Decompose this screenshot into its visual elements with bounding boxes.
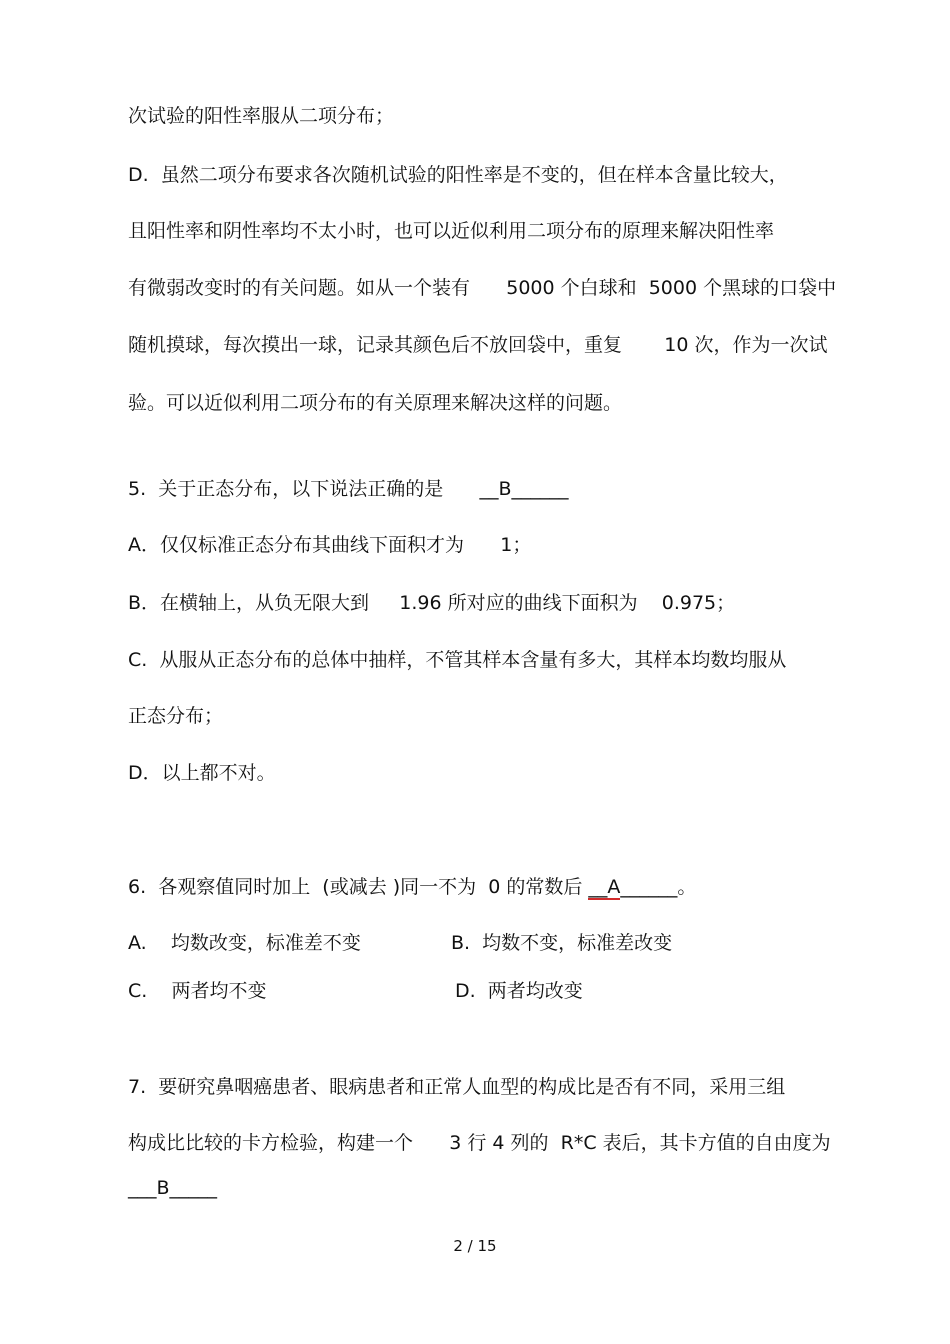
text-line: 且阳性率和阴性率均不太小时，也可以近似利用二项分布的原理来解决阳性率 (128, 220, 775, 242)
stem-text: ______。 (620, 876, 697, 898)
question-6-option-c: C. 两者均不变 (128, 980, 267, 1002)
answer-blank: ___B_____ (128, 1177, 218, 1199)
question-6-stem (128, 875, 696, 899)
text-line: 正态分布； (128, 705, 224, 727)
text-line: 随机摸球，每次摸出一球，记录其颜色后不放回袋中，重复 10 次，作为一次试 (128, 334, 828, 356)
question-6-option-d: D. 两者均改变 (455, 980, 583, 1002)
question-5-option-d: D．以上都不对。 (128, 762, 276, 784)
page-number: 2 / 15 (453, 1237, 497, 1255)
question-6-option-b: B. 均数不变，标准差改变 (451, 932, 673, 954)
text-line: 构成比比较的卡方检验，构建一个 3 行 4 列的 R*C 表后，其卡方值的自由度为 (128, 1132, 831, 1154)
text-line: 次试验的阳性率服从二项分布； (128, 105, 395, 127)
option-d-line: D. 虽然二项分布要求各次随机试验的阳性率是不变的，但在样本含量比较大， (128, 164, 788, 186)
text-line: 验。可以近似利用二项分布的有关原理来解决这样的问题。 (128, 392, 623, 414)
question-7-stem: 7. 要研究鼻咽癌患者、眼病患者和正常人血型的构成比是否有不同，采用三组 (128, 1076, 786, 1098)
question-5-option-b: B．在横轴上，从负无限大到 1.96 所对应的曲线下面积为 0.975； (128, 592, 736, 614)
question-5-option-c: C. 从服从正态分布的总体中抽样，不管其样本含量有多大，其样本均数均服从 (128, 649, 787, 671)
question-6-option-a: A. 均数改变，标准差不变 (128, 932, 361, 954)
stem-text: 6. 各观察值同时加上 (或减去 )同一不为 0 的常数后 (128, 876, 589, 898)
text-line: 有微弱改变时的有关问题。如从一个装有 5000 个白球和 5000 个黑球的口袋中 (128, 277, 837, 299)
answer-blank: __A (588, 876, 621, 898)
question-5-stem: 5. 关于正态分布，以下说法正确的是 __B______ (128, 478, 569, 500)
question-5-option-a: A．仅仅标准正态分布其曲线下面积才为 1； (128, 534, 532, 556)
